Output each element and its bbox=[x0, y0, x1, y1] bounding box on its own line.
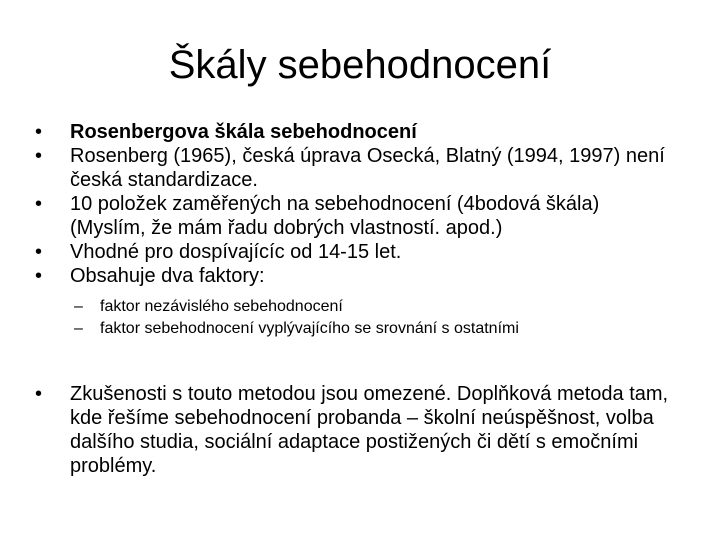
sub-bullet-text: faktor sebehodnocení vyplývajícího se srovnání s ostatními bbox=[100, 320, 519, 337]
bullet-mark: • bbox=[35, 145, 43, 167]
spacer bbox=[30, 340, 680, 382]
bullet-item bbox=[30, 264, 680, 288]
sub-bullet-item bbox=[30, 296, 680, 318]
sub-bullet-text: faktor nezávislého sebehodnocení bbox=[100, 298, 343, 315]
slide-title: Škály sebehodnocení bbox=[168, 43, 552, 87]
bullet-text: 10 položek zaměřených na sebehodnocení (4bodová škála) (Myslím, že mám řadu dobrých vlastností. apod.) bbox=[70, 193, 600, 239]
bullet-item bbox=[30, 382, 680, 478]
bullet-text: Rosenbergova škála sebehodnocení bbox=[70, 121, 417, 143]
slide-content bbox=[30, 120, 680, 478]
bullet-item bbox=[30, 120, 680, 144]
bullet-text: Zkušenosti s touto metodou jsou omezené. Doplňková metoda tam, kde řešíme sebehodnocení probanda – školní neúspěšnost, volba dalšího studia, sociální adaptace postižených či dětí s emočními problémy. bbox=[70, 383, 669, 477]
bullet-mark: • bbox=[35, 193, 43, 215]
bullet-mark: • bbox=[35, 383, 43, 405]
sub-list bbox=[30, 296, 680, 340]
bullet-item bbox=[30, 144, 680, 192]
sub-bullet-mark: – bbox=[74, 320, 83, 337]
bullet-mark: • bbox=[35, 241, 43, 263]
bullet-mark: • bbox=[35, 121, 43, 143]
bullet-text: Rosenberg (1965), česká úprava Osecká, Blatný (1994, 1997) není česká standardizace. bbox=[70, 145, 665, 191]
sub-bullet-mark: – bbox=[74, 298, 83, 315]
bullet-text: Vhodné pro dospívajícíc od 14-15 let. bbox=[70, 241, 402, 263]
bullet-item bbox=[30, 240, 680, 264]
bullet-item bbox=[30, 192, 680, 240]
sub-bullet-item bbox=[30, 318, 680, 340]
bullet-mark: • bbox=[35, 265, 43, 287]
bullet-text: Obsahuje dva faktory: bbox=[70, 265, 265, 287]
